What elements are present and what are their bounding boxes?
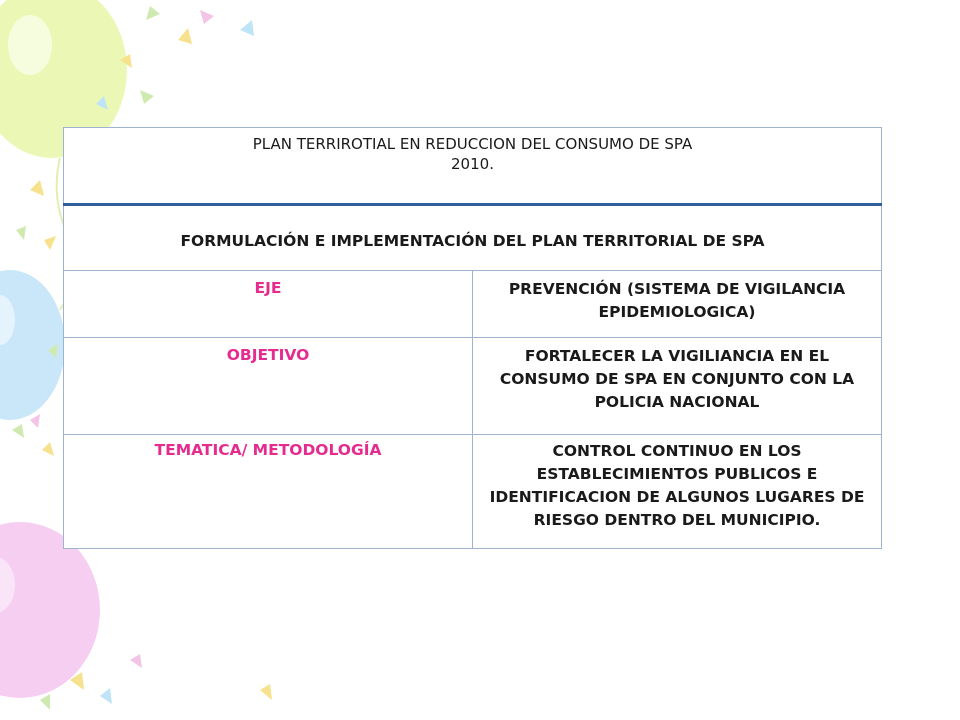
plan-year: 2010. <box>451 155 494 173</box>
row-value-objetivo: FORTALECER LA VIGILIANCIA EN EL CONSUMO DE SPA EN CONJUNTO CON LA POLICIA NACIONAL <box>473 338 882 435</box>
row-label-objetivo: OBJETIVO <box>64 338 473 435</box>
row-label-eje: EJE <box>64 271 473 338</box>
row-value-eje: PREVENCIÓN (SISTEMA DE VIGILANCIA EPIDEMIOLOGICA) <box>473 271 882 338</box>
table-row <box>64 338 882 435</box>
plan-table <box>63 127 882 549</box>
title-cell <box>64 128 882 205</box>
row-value-tematica: CONTROL CONTINUO EN LOS ESTABLECIMIENTOS PUBLICOS E IDENTIFICACION DE ALGUNOS LUGARES DE RIESGO DENTRO DEL MUNICIPIO. <box>473 435 882 549</box>
balloon-blue-icon <box>0 270 65 420</box>
section-row <box>64 205 882 271</box>
row-label-tematica: TEMATICA/ METODOLOGÍA <box>64 435 473 549</box>
table-row <box>64 271 882 338</box>
section-heading: FORMULACIÓN E IMPLEMENTACIÓN DEL PLAN TERRITORIAL DE SPA <box>64 205 882 271</box>
plan-title: PLAN TERRIROTIAL EN REDUCCION DEL CONSUMO DE SPA <box>252 135 693 153</box>
table-row <box>64 435 882 549</box>
title-row <box>64 128 882 205</box>
